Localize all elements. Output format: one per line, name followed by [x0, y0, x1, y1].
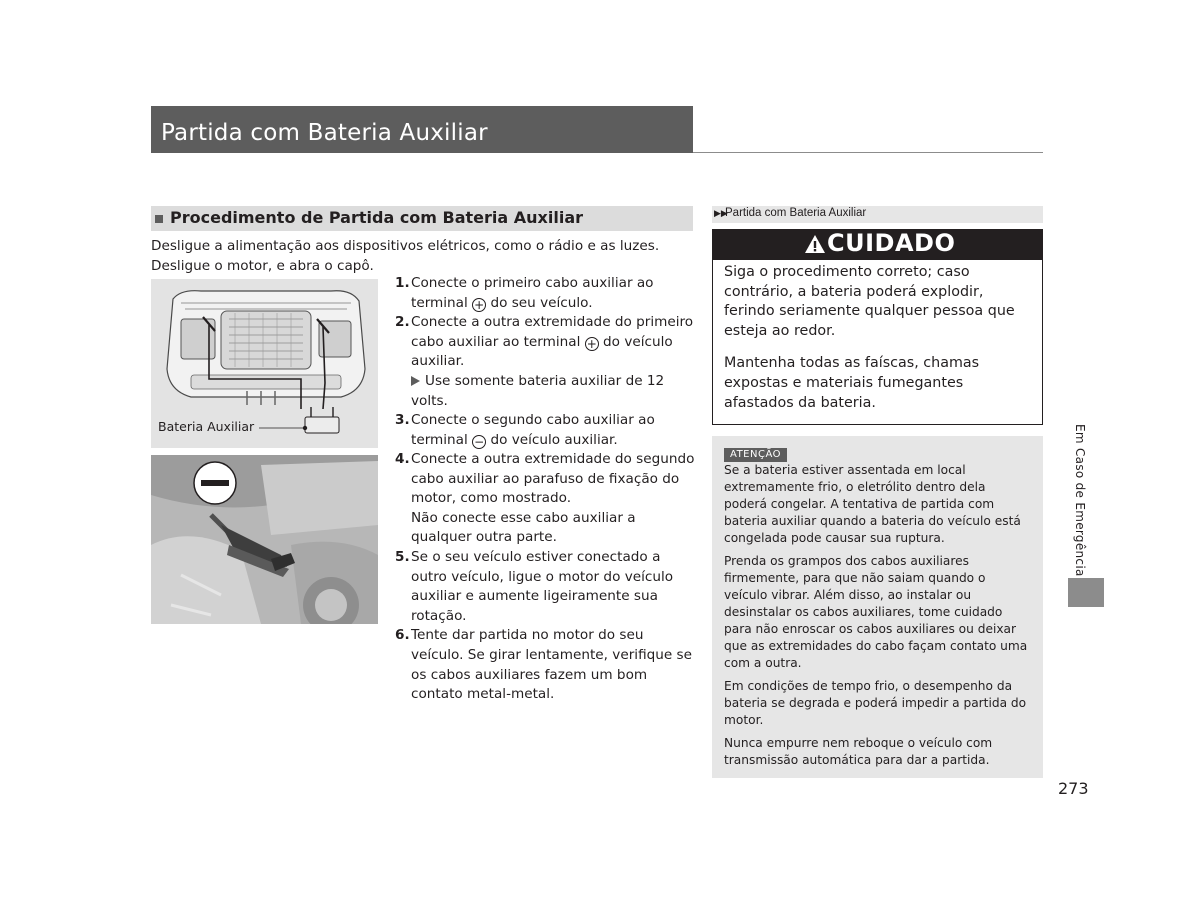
step-number: 3.: [395, 412, 410, 429]
caution-box: [712, 260, 1043, 425]
positive-terminal-icon: +: [474, 297, 485, 312]
caution-header: [712, 229, 1043, 260]
step-text-after: do veículo auxiliar.: [411, 333, 673, 370]
booster-battery-label: Bateria Auxiliar: [158, 419, 255, 434]
section-title: Procedimento de Partida com Bateria Auxiliar: [170, 208, 584, 227]
step-4: [392, 450, 697, 548]
step-number: 4.: [395, 451, 410, 467]
warning-triangle-icon: [804, 234, 826, 254]
step-text: Tente dar partida no motor do seu veículo. Se girar lentamente, verifique se os cabos auxiliares fazem um bom contato metal-metal.: [411, 627, 693, 703]
notice-paragraph: Nunca empurre nem reboque o veículo com transmissão automática para dar a partida.: [724, 736, 993, 767]
steps-list-bottom: [392, 450, 697, 705]
notice-paragraph: Em condições de tempo frio, o desempenho da bateria se degrada e poderá impedir a partida do motor.: [724, 679, 1027, 727]
arrow-icon: [411, 376, 420, 386]
step-extra: Não conecte esse cabo auxiliar a qualquer outra parte.: [411, 509, 636, 546]
step-number: 6.: [395, 627, 410, 644]
engine-bay-illustration: [151, 279, 378, 448]
step-6: [392, 626, 697, 704]
notice-paragraph: Prenda os grampos dos cabos auxiliares firmemente, para que não saiam quando o veículo vibrar. Além disso, ao instalar ou desinstalar os cabos auxiliares, tome cuidado para não enroscar os cabos auxiliares ou deixar que as extremidades do cabo façam contato uma com a outra.: [724, 554, 1028, 670]
chapter-tab[interactable]: [1068, 578, 1104, 607]
page-number: 273: [1058, 779, 1089, 798]
page-title: Partida com Bateria Auxiliar: [161, 120, 488, 146]
caution-title: CUIDADO: [827, 229, 956, 257]
step-text-after: do veículo auxiliar.: [490, 431, 618, 448]
title-rule: [693, 152, 1043, 153]
step-note: [411, 372, 697, 411]
notice-paragraph: Se a bateria estiver assentada em local extremamente frio, o eletrólito dentro dela poderá congelar. A tentativa de partida com bateria auxiliar quando a bateria do veículo está congelada pode causar sua ruptura.: [724, 463, 1021, 545]
sidebar-reference: [712, 206, 1043, 223]
section-bullet-icon: [155, 215, 163, 223]
notice-box: [712, 436, 1043, 778]
step-number: 2.: [395, 314, 410, 331]
step-text: Conecte a outra extremidade do primeiro cabo auxiliar ao terminal: [411, 314, 694, 350]
caution-paragraph: Mantenha todas as faíscas, chamas expostas e materiais fumegantes afastados da bateria.: [724, 355, 980, 411]
step-text: Se o seu veículo estiver conectado a outro veículo, ligue o motor do veículo auxiliar e aumente ligeiramente sua rotação.: [411, 548, 674, 624]
step-text: Conecte o primeiro cabo auxiliar ao terminal: [411, 275, 654, 311]
notice-badge: ATENÇÃO: [724, 448, 787, 462]
step-5: [392, 548, 697, 626]
positive-terminal-icon: +: [586, 336, 597, 351]
chapter-label-text: Em Caso de Emergência: [1073, 424, 1087, 577]
step-number: 1.: [395, 275, 410, 291]
chapter-label: [1063, 424, 1093, 577]
step-text-after: do seu veículo.: [490, 294, 593, 311]
step-note-text: Use somente bateria auxiliar de 12 volts.: [411, 372, 665, 409]
step-text: Conecte a outra extremidade do segundo cabo auxiliar ao parafuso de fixação do motor, como mostrado.: [411, 451, 695, 507]
step-3: [392, 411, 697, 450]
ground-clamp-photo: [151, 455, 378, 624]
step-1: [392, 274, 697, 313]
step-text: Conecte o segundo cabo auxiliar ao terminal: [411, 412, 655, 448]
reference-arrow-icon: ▶▶: [714, 209, 728, 219]
caution-paragraph: Siga o procedimento correto; caso contrário, a bateria poderá explodir, ferindo seriamente qualquer pessoa que esteja ao redor.: [724, 264, 1015, 339]
sidebar-reference-text: Partida com Bateria Auxiliar: [725, 207, 867, 219]
negative-terminal-icon: −: [474, 434, 485, 449]
step-number: 5.: [395, 548, 410, 565]
steps-list-top: [392, 274, 697, 450]
page-title-bar: [151, 106, 693, 153]
step-2: [392, 313, 697, 411]
intro-paragraph: Desligue a alimentação aos dispositivos elétricos, como o rádio e as luzes. Desligue o motor, e abra o capô.: [151, 238, 660, 274]
section-header: [151, 206, 693, 231]
